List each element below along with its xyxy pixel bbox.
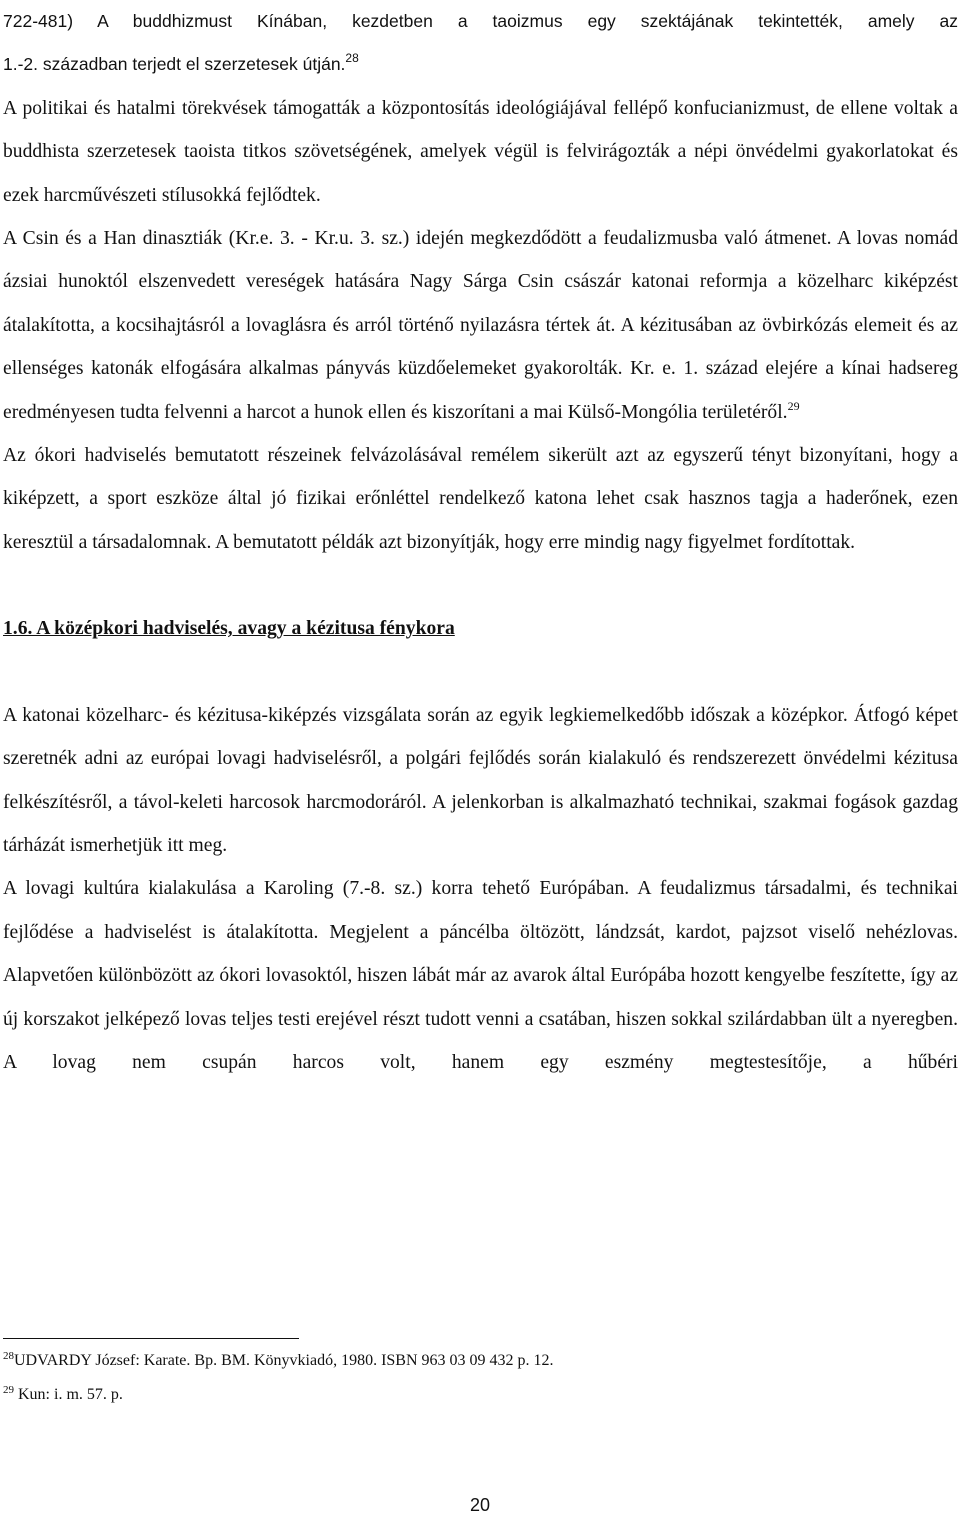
footnote-ref-29[interactable]: 29 xyxy=(787,398,800,413)
paragraph-4: Az ókori hadviselés bemutatott részeinek felvázolásával remélem sikerült azt az egyszerű tényt bizonyítani, hogy a kiképzett, a sport eszköze által jó fizikai erőnléttel rendelkező katona lehet csak hasznos tagja a haderőnek, ezen keresztül a társadalomnak. A bemutatott példák azt bizonyítják, hogy erre mindig nagy figyelmet fordítottak. xyxy=(3,445,958,553)
paragraph-1-line-2-text: 1.-2. században terjedt el szerzetesek útján. xyxy=(3,54,346,75)
paragraph-3 xyxy=(3,217,958,434)
section-heading: 1.6. A középkori hadviselés, avagy a kézitusa fénykora xyxy=(3,618,455,640)
paragraph-1-line-1 xyxy=(3,0,958,43)
footnote-text: Kun: i. m. 57. p. xyxy=(14,1386,123,1403)
spacer xyxy=(3,564,958,607)
footnote-ref-28[interactable]: 28 xyxy=(345,51,359,66)
paragraph-1-line-1-text: 722-481) A buddhizmust Kínában, kezdetben a taoizmus egy szektájának tekintették, amely az xyxy=(3,11,958,31)
page-body xyxy=(3,0,958,1084)
spacer xyxy=(3,651,958,694)
page-number: 20 xyxy=(469,1495,491,1515)
paragraph-2: A politikai és hatalmi törekvések támogatták a központosítás ideológiájával fellépő konfucianizmust, de ellene voltak a buddhista szerzetesek taoista titkos szövetségének, amelyek végül is felvirágozták a népi önvédelmi gyakorlatokat és ezek harcművészeti stílusokká fejlődtek. xyxy=(3,97,958,206)
footnotes xyxy=(3,1338,958,1419)
paragraph-6: A lovagi kultúra kialakulása a Karoling (7.-8. sz.) korra tehető Európában. A feudalizmus társadalmi, és technikai fejlődése a hadviselést is átalakította. Megjelent a páncélba öltözött, lándzsát, kardot, pajzsot viselő nehézlovas. Alapvetően különbözött az ókori lovasoktól, hiszen lábát már az avarok által Európába hozott kengyelbe feszítette, így az új korszakot jelképező lovas teljes testi erejével részt tudott venni a csatában, hiszen sokkal szilárdabban ült a nyeregben. A lovag nem csupán harcos volt, hanem egy eszmény megtestesítője, a hűbéri xyxy=(3,878,958,1073)
footnote-number: 28 xyxy=(3,1350,14,1362)
footnote-29 xyxy=(3,1385,958,1405)
footnote-28 xyxy=(3,1351,958,1371)
footnote-text: UDVARDY József: Karate. Bp. BM. Könyvkiadó, 1980. ISBN 963 03 09 432 p. 12. xyxy=(14,1352,554,1369)
paragraph-5: A katonai közelharc- és kézitusa-kiképzés vizsgálata során az egyik legkiemelkedőbb időszak a középkor. Átfogó képet szeretnék adni az európai lovagi hadviselésről, a polgári fejlődés során kialakuló és rendszerezett önvédelmi kézitusa felkészítésről, a távol-keleti harcosok harcmodoráról. A jelenkorban is alkalmazható technikai, szakmai fogások gazdag tárházát ismerhetjük itt meg. xyxy=(3,704,958,856)
footnote-number: 29 xyxy=(3,1384,14,1396)
paragraph-3-text: A Csin és a Han dinasztiák (Kr.e. 3. - Kr.u. 3. sz.) idején megkezdődött a feudalizmusba való átmenet. A lovas nomád ázsiai hunoktól elszenvedett vereségek hatására Nagy Sárga Csin császár katonai reformja a közelharc kiképzést átalakította, a kocsihajtásról a lovaglásra és arról történő nyilazásra tértek át. A kézitusában az övbirkózás elemeit és az ellenséges katonák elfogására alkalmas pányvás küzdőelemeket gyakorolták. Kr. e. 1. század elejére a kínai hadsereg eredményesen tudta felvenni a harcot a hunok ellen és kiszorítani a mai Külső-Mongólia területéről. xyxy=(3,228,958,423)
paragraph-1-line-2 xyxy=(3,43,958,86)
footnote-separator xyxy=(3,1338,299,1339)
